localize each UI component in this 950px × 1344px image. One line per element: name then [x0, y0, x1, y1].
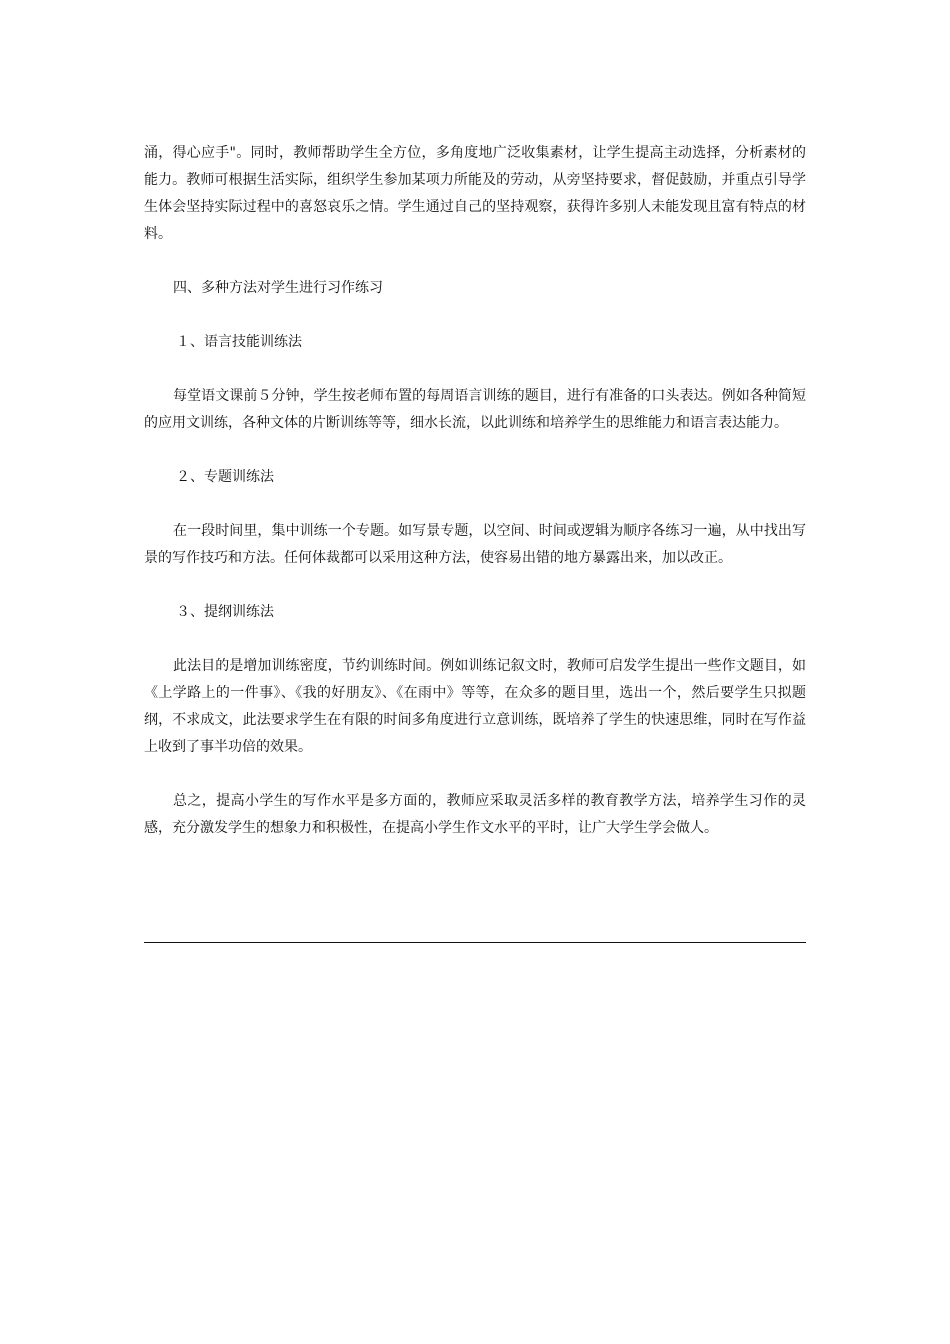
section-heading: 四、多种方法对学生进行习作练习	[173, 280, 383, 296]
paragraph-gap	[144, 761, 806, 788]
paragraph-gap	[144, 356, 806, 383]
document-body	[144, 140, 806, 842]
bottom-rule	[144, 942, 806, 943]
paragraph-gap	[144, 437, 806, 464]
subheading-outline-training: ３、提纲训练法	[176, 604, 274, 620]
paragraph-gap	[144, 572, 806, 599]
paragraph-outline-training: 此法目的是增加训练密度，节约训练时间。例如训练记叙文时，教师可启发学生提出一些作文题目，如《上学路上的一件事》、《我的好朋友》、《在雨中》等等，在众多的题目里，选出一个，然后要学生只拟题纲，不求成文，此法要求学生在有限的时间多角度进行立意训练，既培养了学生的快速思维，同时在写作益上收到了事半功倍的效果。	[144, 658, 806, 755]
paragraph-gap	[144, 491, 806, 518]
paragraph-continuation: 涌，得心应手"。同时，教师帮助学生全方位，多角度地广泛收集素材，让学生提高主动选择，分析素材的能力。教师可根据生活实际，组织学生参加某项力所能及的劳动，从旁坚持要求，督促鼓励，并重点引导学生体会坚持实际过程中的喜怒哀乐之情。学生通过自己的坚持观察，获得许多别人未能发现且富有特点的材料。	[144, 145, 806, 242]
subheading-topic-training: ２、专题训练法	[176, 469, 274, 485]
subheading-language-skills: １、语言技能训练法	[176, 334, 302, 350]
paragraph-conclusion: 总之，提高小学生的写作水平是多方面的，教师应采取灵活多样的教育教学方法，培养学生习作的灵感，充分激发学生的想象力和积极性，在提高小学生作文水平的平时，让广大学生学会做人。	[144, 793, 806, 836]
paragraph-topic-training: 在一段时间里，集中训练一个专题。如写景专题，以空间、时间或逻辑为顺序各练习一遍，从中找出写景的写作技巧和方法。任何体裁都可以采用这种方法，使容易出错的地方暴露出来，加以改正。	[144, 523, 806, 566]
paragraph-gap	[144, 248, 806, 275]
paragraph-language-skills: 每堂语文课前５分钟，学生按老师布置的每周语言训练的题目，进行有准备的口头表达。例如各种简短的应用文训练，各种文体的片断训练等等，细水长流，以此训练和培养学生的思维能力和语言表达能力。	[144, 388, 806, 431]
paragraph-gap	[144, 302, 806, 329]
paragraph-gap	[144, 626, 806, 653]
